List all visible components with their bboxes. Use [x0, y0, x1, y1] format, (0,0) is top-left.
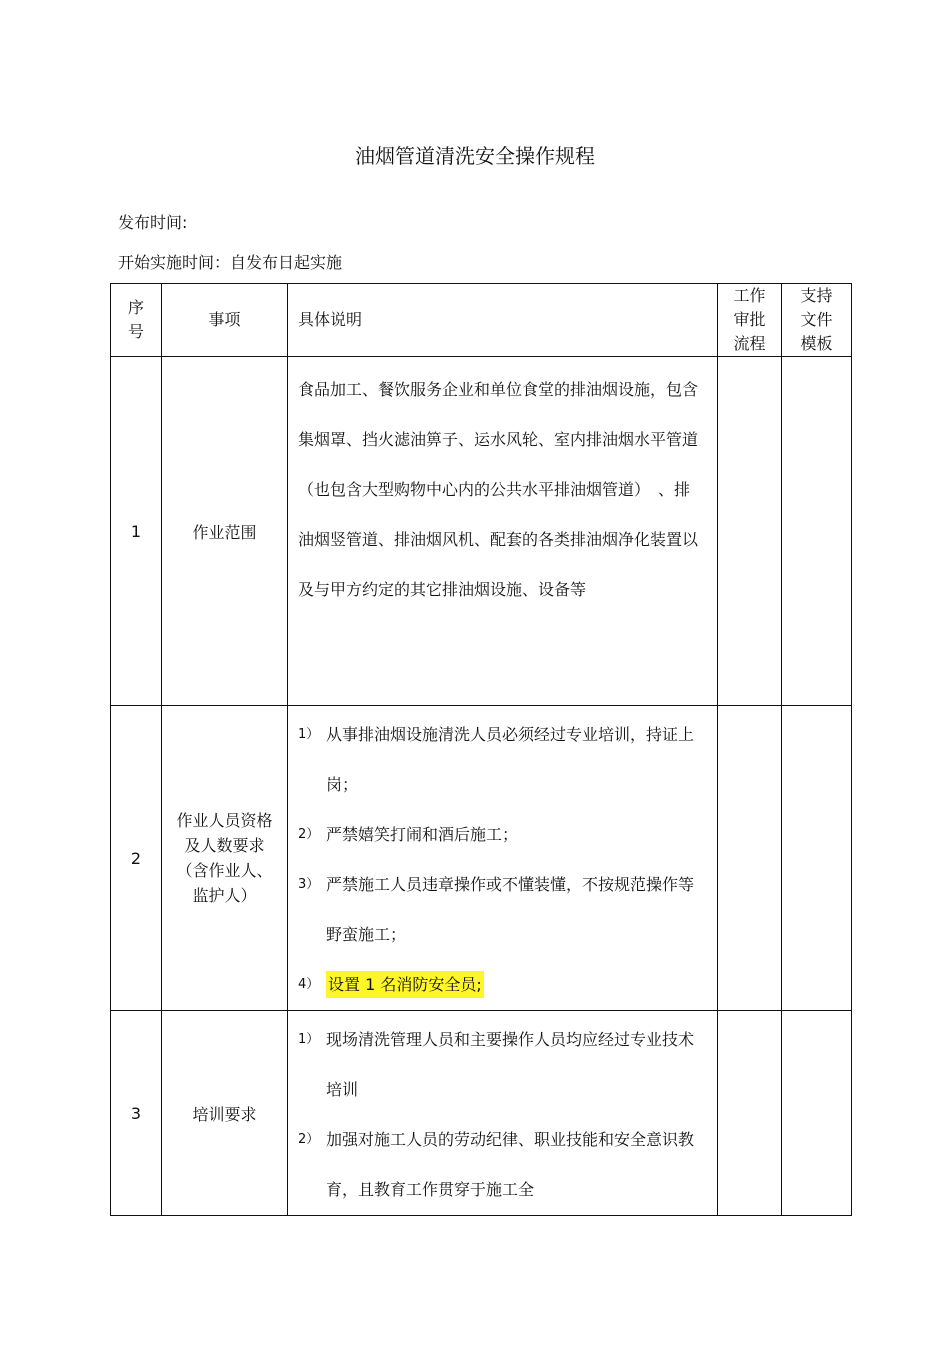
table-header-row: [111, 284, 852, 357]
table-row: [111, 357, 852, 706]
row-number: 3: [111, 1011, 162, 1216]
highlighted-text: 设置 1 名消防安全员;: [326, 971, 484, 998]
header-approval: 工作审批流程: [718, 284, 782, 357]
procedure-table: [110, 283, 852, 1216]
header-item: 事项: [162, 284, 288, 357]
row-approval-cell: [718, 706, 782, 1011]
list-item: [298, 960, 705, 1010]
row-template-cell: [782, 706, 852, 1011]
list-item-number: 3）: [298, 877, 320, 892]
row-number: 1: [111, 357, 162, 706]
header-no: 序号: [111, 284, 162, 357]
list-item-text: [326, 971, 484, 998]
list-item-number: 4）: [298, 977, 320, 992]
document-title: 油烟管道清洗安全操作规程: [355, 144, 595, 168]
row-description: [288, 706, 718, 1011]
table-row: [111, 1011, 852, 1216]
row-template-cell: [782, 357, 852, 706]
row-approval-cell: [718, 357, 782, 706]
list-item-text: 严禁施工人员违章操作或不懂装懂，不按规范操作等野蛮施工；: [326, 875, 695, 944]
list-item-number: 2）: [298, 1132, 320, 1147]
start-time-line: 开始实施时间：自发布日起实施: [118, 253, 343, 272]
header-desc: 具体说明: [288, 284, 718, 357]
row-number: 2: [111, 706, 162, 1011]
list-item-number: 2）: [298, 827, 320, 842]
publish-time-label: 发布时间:: [118, 213, 188, 232]
table-row: [111, 706, 852, 1011]
row-item: [162, 706, 288, 1011]
row-description: 食品加工、餐饮服务企业和单位食堂的排油烟设施，包含集烟罩、挡火滤油箅子、运水风轮、室内排油烟水平管道（也包含大型购物中心内的公共水平排油烟管道） 、排油烟竖管道、排油烟风机、配套的各类排油烟净化装置以及与甲方约定的其它排油烟设施、设备等: [288, 357, 718, 706]
list-item-number: 1）: [298, 727, 320, 742]
row-template-cell: [782, 1011, 852, 1216]
row-item-text: 作业人员资格及人数要求（含作业人、监护人）: [176, 811, 273, 905]
list-item: [298, 810, 705, 860]
list-item-text: 从事排油烟设施清洗人员必须经过专业培训，持证上岗；: [326, 725, 695, 794]
list-item: [298, 710, 705, 810]
list-item-text: 严禁嬉笑打闹和酒后施工；: [326, 825, 519, 844]
list-item-text: 现场清洗管理人员和主要操作人员均应经过专业技术培训: [326, 1030, 695, 1099]
list-item-text: 加强对施工人员的劳动纪律、职业技能和安全意识教育，且教育工作贯穿于施工全: [326, 1130, 695, 1199]
row-description: [288, 1011, 718, 1216]
list-item-number: 1）: [298, 1032, 320, 1047]
list-item: [298, 1015, 705, 1115]
list-item: [298, 860, 705, 960]
row-item: 作业范围: [162, 357, 288, 706]
header-template: 支持文件模板: [782, 284, 852, 357]
list-item: [298, 1115, 705, 1215]
row-approval-cell: [718, 1011, 782, 1216]
row-item: 培训要求: [162, 1011, 288, 1216]
